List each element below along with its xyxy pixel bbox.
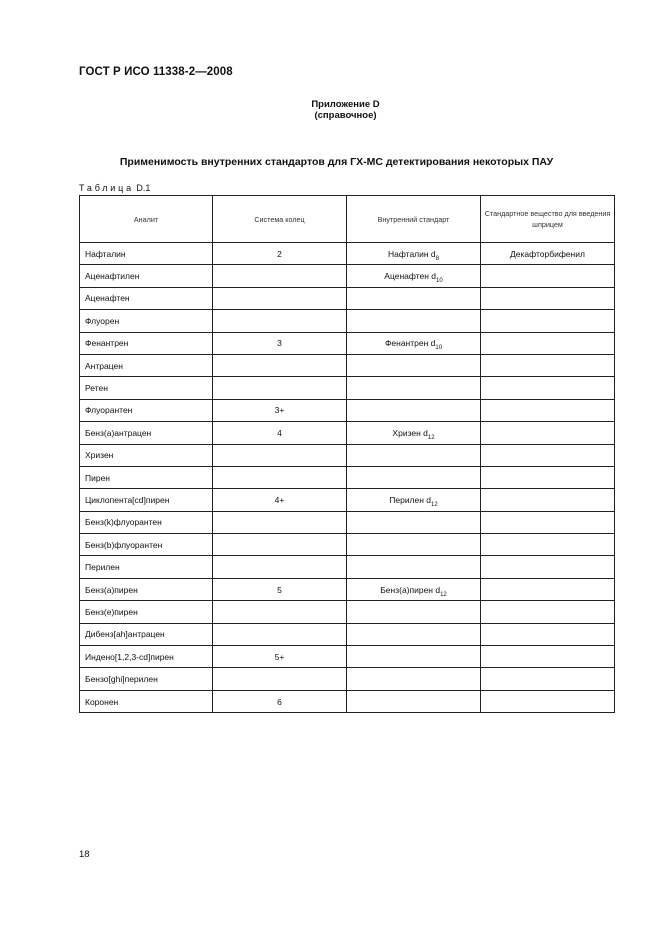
cell-internal-standard	[347, 556, 481, 578]
table-row	[80, 310, 615, 332]
column-header-internal-standard: Внутренний стандарт	[347, 196, 481, 243]
cell-syringe-standard	[481, 556, 615, 578]
cell-ring-system	[213, 601, 347, 623]
table-row	[80, 534, 615, 556]
cell-ring-system	[213, 377, 347, 399]
cell-internal-standard	[347, 377, 481, 399]
cell-syringe-standard	[481, 310, 615, 332]
table-row	[80, 556, 615, 578]
table-row	[80, 601, 615, 623]
cell-internal-standard	[347, 310, 481, 332]
cell-analyte: Бенз(а)пирен	[80, 578, 213, 600]
cell-internal-standard	[347, 489, 481, 511]
annex-heading	[0, 99, 661, 121]
cell-ring-system	[213, 668, 347, 690]
cell-syringe-standard	[481, 534, 615, 556]
cell-analyte: Флуорен	[80, 310, 213, 332]
cell-internal-standard	[347, 354, 481, 376]
cell-ring-system: 6	[213, 690, 347, 712]
internal-standard-name: Фенантрен d	[384, 338, 436, 349]
cell-internal-standard	[347, 578, 481, 600]
table-row	[80, 623, 615, 645]
cell-analyte: Бенз(k)флуорантен	[80, 511, 213, 533]
cell-ring-system	[213, 556, 347, 578]
cell-internal-standard	[347, 690, 481, 712]
table-row	[80, 444, 615, 466]
pah-standards-table	[79, 195, 615, 713]
table-row	[80, 668, 615, 690]
cell-syringe-standard	[481, 377, 615, 399]
cell-internal-standard	[347, 444, 481, 466]
cell-ring-system	[213, 466, 347, 488]
cell-analyte: Аценафтилен	[80, 265, 213, 287]
annex-subtitle: (справочное)	[314, 110, 377, 121]
cell-syringe-standard	[481, 601, 615, 623]
cell-ring-system	[213, 287, 347, 309]
cell-internal-standard	[347, 466, 481, 488]
cell-analyte: Бенз(а)антрацен	[80, 422, 213, 444]
internal-standard-deuterium-count: 10	[435, 345, 443, 352]
cell-syringe-standard: Декафторбифенил	[481, 243, 615, 265]
internal-standard-deuterium-count: 12	[427, 434, 435, 441]
table-row	[80, 511, 615, 533]
table-row	[80, 489, 615, 511]
cell-syringe-standard	[481, 646, 615, 668]
cell-ring-system: 5+	[213, 646, 347, 668]
table-caption-number: D.1	[136, 183, 151, 193]
cell-internal-standard	[347, 265, 481, 287]
cell-analyte: Флуорантен	[80, 399, 213, 421]
cell-syringe-standard	[481, 511, 615, 533]
cell-analyte: Антрацен	[80, 354, 213, 376]
cell-internal-standard	[347, 668, 481, 690]
cell-ring-system: 3	[213, 332, 347, 354]
cell-syringe-standard	[481, 354, 615, 376]
table-row	[80, 399, 615, 421]
document-header: ГОСТ Р ИСО 11338-2—2008	[79, 66, 233, 78]
cell-analyte: Циклопента[cd]пирен	[80, 489, 213, 511]
table-row	[80, 332, 615, 354]
cell-syringe-standard	[481, 265, 615, 287]
cell-ring-system: 2	[213, 243, 347, 265]
cell-internal-standard	[347, 399, 481, 421]
cell-internal-standard	[347, 601, 481, 623]
cell-ring-system	[213, 623, 347, 645]
internal-standard-name: Перилен d	[389, 494, 432, 505]
cell-syringe-standard	[481, 690, 615, 712]
table-row	[80, 354, 615, 376]
internal-standard-deuterium-count: 8	[435, 255, 440, 262]
table-row	[80, 377, 615, 399]
cell-analyte: Дибенз[ah]антрацен	[80, 623, 213, 645]
cell-syringe-standard	[481, 578, 615, 600]
cell-internal-standard	[347, 534, 481, 556]
internal-standard-name: Нафталин d	[387, 248, 436, 259]
table-header-row	[80, 196, 615, 243]
table-row	[80, 287, 615, 309]
cell-syringe-standard	[481, 287, 615, 309]
internal-standard-name: Бенз(а)пирен d	[380, 584, 441, 595]
table-caption-word: Таблица	[79, 183, 134, 193]
cell-internal-standard	[347, 332, 481, 354]
table-row	[80, 646, 615, 668]
column-header-analyte: Аналит	[80, 196, 213, 243]
cell-analyte: Нафталин	[80, 243, 213, 265]
section-title: Применимость внутренних стандартов для ГХ-МС детектирования некоторых ПАУ	[119, 156, 554, 168]
cell-internal-standard	[347, 422, 481, 444]
cell-analyte: Перилен	[80, 556, 213, 578]
internal-standard-deuterium-count: 12	[440, 591, 447, 598]
cell-ring-system: 4	[213, 422, 347, 444]
table-caption	[79, 183, 150, 193]
table-row	[80, 466, 615, 488]
cell-ring-system	[213, 444, 347, 466]
cell-ring-system	[213, 534, 347, 556]
cell-syringe-standard	[481, 422, 615, 444]
internal-standard-name: Хризен d	[392, 427, 428, 438]
cell-analyte: Ретен	[80, 377, 213, 399]
cell-internal-standard	[347, 623, 481, 645]
cell-ring-system	[213, 511, 347, 533]
cell-ring-system	[213, 265, 347, 287]
cell-syringe-standard	[481, 466, 615, 488]
cell-internal-standard	[347, 646, 481, 668]
cell-ring-system	[213, 354, 347, 376]
cell-internal-standard	[347, 243, 481, 265]
internal-standard-name: Аценафтен d	[384, 271, 437, 282]
cell-analyte: Индено[1,2,3-cd]пирен	[80, 646, 213, 668]
table-row	[80, 265, 615, 287]
cell-syringe-standard	[481, 623, 615, 645]
cell-analyte: Хризен	[80, 444, 213, 466]
annex-title: Приложение D	[311, 99, 380, 110]
column-header-syringe-standard: Стандартное вещество для введения шприцем	[481, 196, 615, 243]
cell-analyte: Пирен	[80, 466, 213, 488]
internal-standard-deuterium-count: 12	[431, 501, 438, 508]
table-row	[80, 422, 615, 444]
cell-analyte: Коронен	[80, 690, 213, 712]
cell-syringe-standard	[481, 489, 615, 511]
cell-ring-system	[213, 310, 347, 332]
cell-ring-system: 4+	[213, 489, 347, 511]
cell-syringe-standard	[481, 399, 615, 421]
cell-analyte: Бенз(е)пирен	[80, 601, 213, 623]
cell-analyte: Фенантрен	[80, 332, 213, 354]
table-row	[80, 578, 615, 600]
table-row	[80, 690, 615, 712]
table-row	[80, 243, 615, 265]
cell-internal-standard	[347, 287, 481, 309]
internal-standard-deuterium-count: 10	[436, 278, 443, 285]
cell-ring-system: 3+	[213, 399, 347, 421]
cell-analyte: Аценафтен	[80, 287, 213, 309]
column-header-ring-system: Система колец	[213, 196, 347, 243]
cell-syringe-standard	[481, 668, 615, 690]
cell-analyte: Бензо[ghi]перилен	[80, 668, 213, 690]
cell-internal-standard	[347, 511, 481, 533]
cell-analyte: Бенз(b)флуорантен	[80, 534, 213, 556]
cell-syringe-standard	[481, 332, 615, 354]
cell-ring-system: 5	[213, 578, 347, 600]
cell-syringe-standard	[481, 444, 615, 466]
page-number: 18	[79, 849, 90, 860]
